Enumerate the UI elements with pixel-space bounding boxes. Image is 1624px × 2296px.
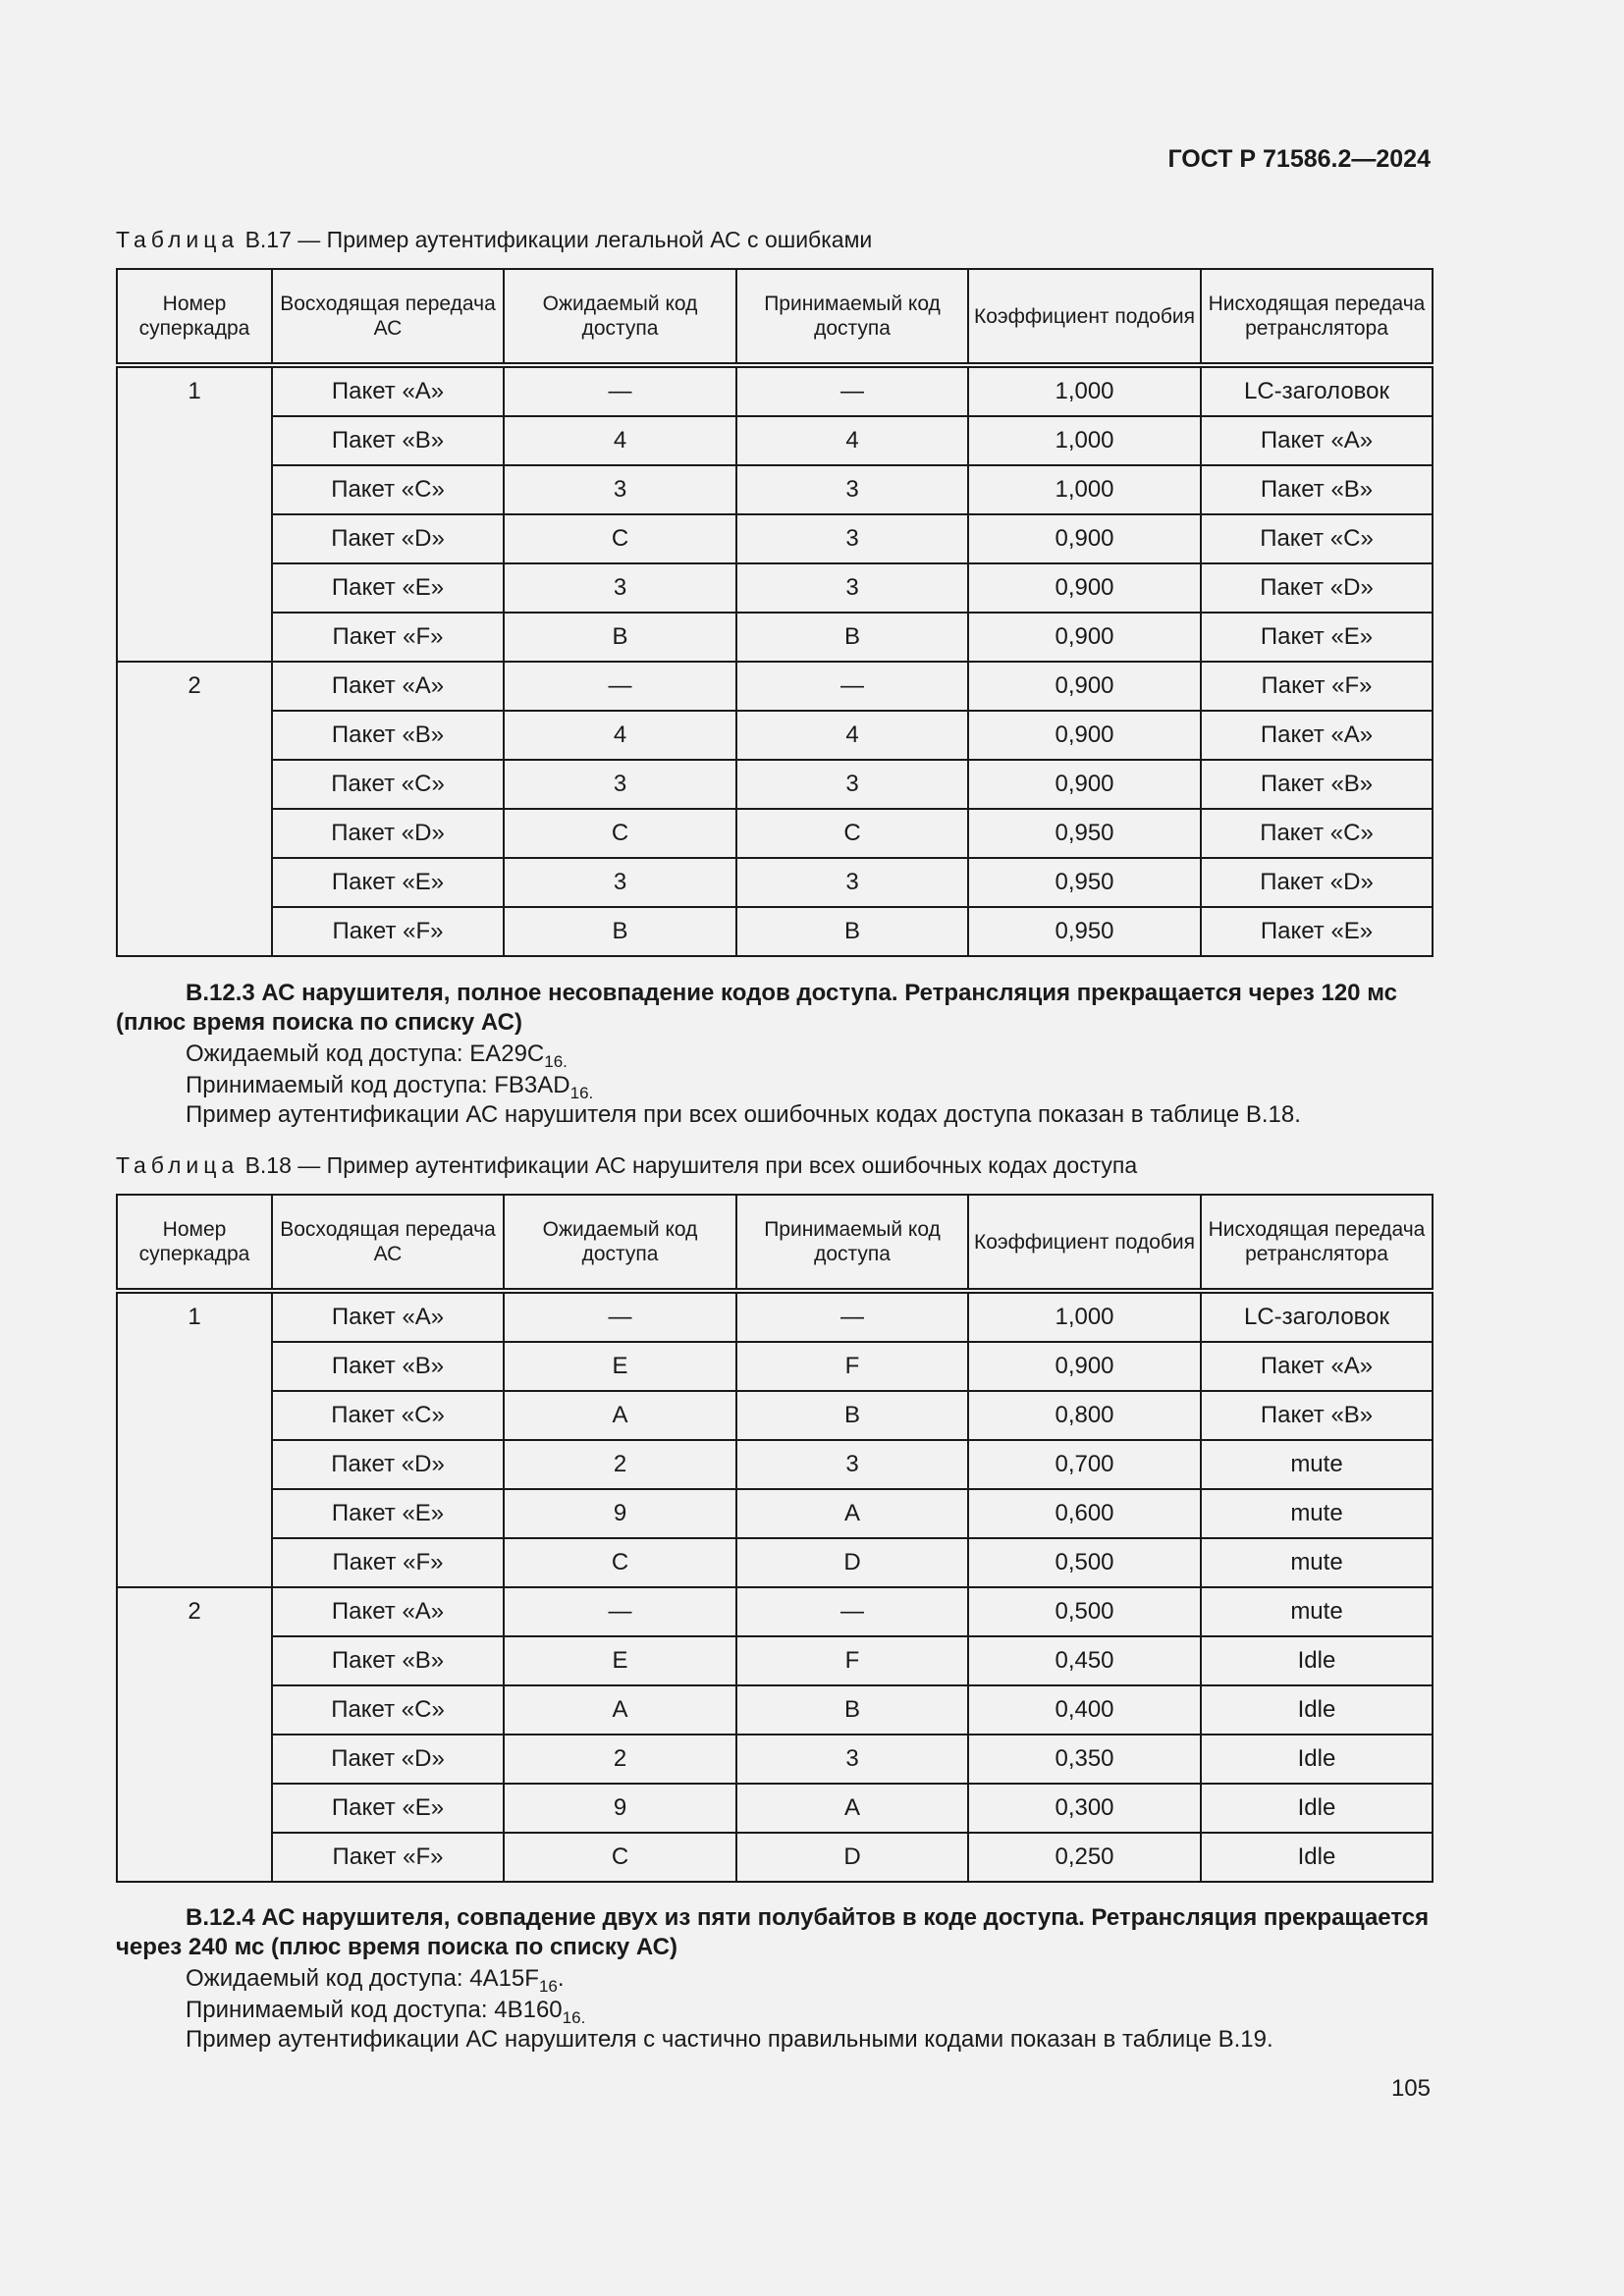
section-b123-expected-code: Ожидаемый код доступа: $EA29C_{16.}$ [186, 1041, 568, 1071]
expected-code-cell: C [504, 514, 736, 563]
expected-code-cell: C [504, 1833, 736, 1882]
table-18-caption-text: В.18 — Пример аутентификации АС нарушителя при всех ошибочных кодах доступа [244, 1152, 1138, 1178]
table-row [117, 858, 1433, 907]
similarity-coefficient-cell: 0,500 [968, 1538, 1201, 1587]
downlink-packet-cell: Пакет «Е» [1201, 613, 1433, 662]
downlink-packet-cell: mute [1201, 1538, 1433, 1587]
uplink-packet-cell: Пакет «F» [272, 613, 504, 662]
expected-code-cell: 4 [504, 416, 736, 465]
downlink-packet-cell: Пакет «Е» [1201, 907, 1433, 956]
section-b123-note: Пример аутентификации АС нарушителя при всех ошибочных кодах доступа показан в таблице В.18. [186, 1101, 1301, 1128]
section-b123-heading: В.12.3 АС нарушителя, полное несовпадение кодов доступа. Ретрансляция прекращается через 120 мс (плюс время поиска по списку АС) [116, 980, 1397, 1036]
col-header-superframe: Номер суперкадра [117, 269, 272, 365]
superframe-number: 2 [117, 662, 272, 956]
table-row [117, 514, 1433, 563]
table-17-header-row [117, 269, 1433, 365]
table-18-header-row [117, 1195, 1433, 1291]
uplink-packet-cell: Пакет «Е» [272, 563, 504, 613]
uplink-packet-cell: Пакет «А» [272, 1587, 504, 1636]
received-code-cell: A [736, 1784, 968, 1833]
uplink-packet-cell: Пакет «В» [272, 416, 504, 465]
expected-code-cell: — [504, 1291, 736, 1342]
expected-code-cell: 3 [504, 563, 736, 613]
received-code-cell: 3 [736, 858, 968, 907]
similarity-coefficient-cell: 0,900 [968, 662, 1201, 711]
similarity-coefficient-cell: 0,900 [968, 760, 1201, 809]
table-18 [116, 1194, 1434, 1883]
similarity-coefficient-cell: 0,300 [968, 1784, 1201, 1833]
uplink-packet-cell: Пакет «F» [272, 907, 504, 956]
table-row [117, 1833, 1433, 1882]
downlink-packet-cell: mute [1201, 1489, 1433, 1538]
section-b124-received-code: Принимаемый код доступа: $4B160_{16.}$ [186, 1997, 586, 2027]
downlink-packet-cell: LC-заголовок [1201, 365, 1433, 416]
downlink-packet-cell: Idle [1201, 1784, 1433, 1833]
expected-code-cell: C [504, 809, 736, 858]
similarity-coefficient-cell: 1,000 [968, 465, 1201, 514]
table-row [117, 760, 1433, 809]
uplink-packet-cell: Пакет «Е» [272, 858, 504, 907]
expected-code-cell: 3 [504, 858, 736, 907]
received-code-cell: — [736, 1291, 968, 1342]
table-row [117, 365, 1433, 416]
expected-code-cell: 9 [504, 1489, 736, 1538]
received-code-cell: — [736, 662, 968, 711]
table-17-caption-word: Таблица [116, 227, 240, 252]
table-17-caption-text: В.17 — Пример аутентификации легальной АС с ошибками [244, 227, 873, 252]
expected-code-cell: — [504, 1587, 736, 1636]
similarity-coefficient-cell: 0,800 [968, 1391, 1201, 1440]
expected-code-cell: 4 [504, 711, 736, 760]
uplink-packet-cell: Пакет «А» [272, 662, 504, 711]
downlink-packet-cell: LC-заголовок [1201, 1291, 1433, 1342]
similarity-coefficient-cell: 0,600 [968, 1489, 1201, 1538]
downlink-packet-cell: Пакет «А» [1201, 711, 1433, 760]
uplink-packet-cell: Пакет «Е» [272, 1784, 504, 1833]
section-b123-received-code: Принимаемый код доступа: $FB3AD_{16.}$ [186, 1072, 594, 1102]
similarity-coefficient-cell: 0,450 [968, 1636, 1201, 1685]
expected-code-cell: — [504, 365, 736, 416]
uplink-packet-cell: Пакет «F» [272, 1833, 504, 1882]
downlink-packet-cell: Пакет «F» [1201, 662, 1433, 711]
downlink-packet-cell: Idle [1201, 1735, 1433, 1784]
table-row [117, 1538, 1433, 1587]
received-code-cell: 3 [736, 1440, 968, 1489]
table-row [117, 662, 1433, 711]
similarity-coefficient-cell: 0,900 [968, 563, 1201, 613]
table-row [117, 563, 1433, 613]
downlink-packet-cell: Пакет «С» [1201, 514, 1433, 563]
similarity-coefficient-cell: 0,900 [968, 1342, 1201, 1391]
col-header-received-code: Принимаемый код доступа [736, 1195, 968, 1291]
expected-code-cell: 9 [504, 1784, 736, 1833]
received-code-cell: 3 [736, 563, 968, 613]
uplink-packet-cell: Пакет «А» [272, 1291, 504, 1342]
table-row [117, 907, 1433, 956]
uplink-packet-cell: Пакет «D» [272, 514, 504, 563]
table-row [117, 1489, 1433, 1538]
received-code-cell: — [736, 365, 968, 416]
downlink-packet-cell: Пакет «С» [1201, 809, 1433, 858]
received-code-cell: 3 [736, 760, 968, 809]
uplink-packet-cell: Пакет «В» [272, 711, 504, 760]
expected-code-cell: A [504, 1391, 736, 1440]
col-header-received-code: Принимаемый код доступа [736, 269, 968, 365]
col-header-uplink: Восходящая передача АС [272, 269, 504, 365]
downlink-packet-cell: Idle [1201, 1636, 1433, 1685]
expected-code-cell: 2 [504, 1440, 736, 1489]
uplink-packet-cell: Пакет «В» [272, 1342, 504, 1391]
similarity-coefficient-cell: 1,000 [968, 365, 1201, 416]
downlink-packet-cell: Пакет «В» [1201, 760, 1433, 809]
expected-code-cell: 3 [504, 760, 736, 809]
received-code-cell: F [736, 1636, 968, 1685]
downlink-packet-cell: Пакет «А» [1201, 1342, 1433, 1391]
table-row [117, 416, 1433, 465]
col-header-expected-code: Ожидаемый код доступа [504, 1195, 736, 1291]
received-code-cell: — [736, 1587, 968, 1636]
table-row [117, 1735, 1433, 1784]
received-code-cell: B [736, 907, 968, 956]
expected-code-cell: 2 [504, 1735, 736, 1784]
uplink-packet-cell: Пакет «С» [272, 1685, 504, 1735]
table-18-caption [116, 1152, 1137, 1179]
similarity-coefficient-cell: 1,000 [968, 1291, 1201, 1342]
downlink-packet-cell: Пакет «D» [1201, 563, 1433, 613]
uplink-packet-cell: Пакет «D» [272, 1440, 504, 1489]
section-b124-expected-code: Ожидаемый код доступа: $4A15F_{16}$. [186, 1965, 565, 1996]
table-row [117, 1440, 1433, 1489]
table-row [117, 465, 1433, 514]
table-row [117, 1291, 1433, 1342]
table-row [117, 1342, 1433, 1391]
similarity-coefficient-cell: 0,400 [968, 1685, 1201, 1735]
col-header-superframe: Номер суперкадра [117, 1195, 272, 1291]
table-row [117, 1685, 1433, 1735]
received-code-cell: 4 [736, 416, 968, 465]
expected-code-cell: 3 [504, 465, 736, 514]
expected-code-cell: C [504, 1538, 736, 1587]
received-code-cell: 3 [736, 1735, 968, 1784]
table-17 [116, 268, 1434, 957]
col-header-similarity: Коэффициент подобия [968, 269, 1201, 365]
table-row [117, 809, 1433, 858]
downlink-packet-cell: Пакет «А» [1201, 416, 1433, 465]
expected-code-cell: E [504, 1636, 736, 1685]
similarity-coefficient-cell: 0,900 [968, 514, 1201, 563]
table-row [117, 1784, 1433, 1833]
expected-code-cell: — [504, 662, 736, 711]
received-code-cell: A [736, 1489, 968, 1538]
uplink-packet-cell: Пакет «F» [272, 1538, 504, 1587]
table-row [117, 711, 1433, 760]
similarity-coefficient-cell: 0,900 [968, 613, 1201, 662]
uplink-packet-cell: Пакет «D» [272, 1735, 504, 1784]
superframe-number: 1 [117, 365, 272, 662]
downlink-packet-cell: Пакет «D» [1201, 858, 1433, 907]
expected-code-cell: A [504, 1685, 736, 1735]
table-17-caption [116, 227, 872, 253]
similarity-coefficient-cell: 0,950 [968, 809, 1201, 858]
received-code-cell: 4 [736, 711, 968, 760]
section-b124-heading: В.12.4 АС нарушителя, совпадение двух из пяти полубайтов в коде доступа. Ретрансляция прекращается через 240 мс (плюс время поиска по списку АС) [116, 1904, 1430, 1960]
similarity-coefficient-cell: 0,350 [968, 1735, 1201, 1784]
received-code-cell: 3 [736, 465, 968, 514]
received-code-cell: D [736, 1833, 968, 1882]
similarity-coefficient-cell: 0,500 [968, 1587, 1201, 1636]
section-b124-note: Пример аутентификации АС нарушителя с частично правильными кодами показан в таблице В.19. [186, 2026, 1273, 2053]
similarity-coefficient-cell: 0,900 [968, 711, 1201, 760]
table-18-caption-word: Таблица [116, 1152, 240, 1178]
received-code-cell: F [736, 1342, 968, 1391]
uplink-packet-cell: Пакет «С» [272, 465, 504, 514]
standard-designation: ГОСТ Р 71586.2—2024 [1167, 145, 1431, 173]
similarity-coefficient-cell: 0,700 [968, 1440, 1201, 1489]
expected-code-cell: B [504, 907, 736, 956]
received-code-cell: 3 [736, 514, 968, 563]
uplink-packet-cell: Пакет «С» [272, 760, 504, 809]
table-row [117, 1391, 1433, 1440]
table-row [117, 1636, 1433, 1685]
downlink-packet-cell: Пакет «В» [1201, 1391, 1433, 1440]
col-header-expected-code: Ожидаемый код доступа [504, 269, 736, 365]
received-code-cell: B [736, 1391, 968, 1440]
uplink-packet-cell: Пакет «С» [272, 1391, 504, 1440]
expected-code-cell: E [504, 1342, 736, 1391]
page-number: 105 [1390, 2075, 1431, 2102]
received-code-cell: C [736, 809, 968, 858]
received-code-cell: D [736, 1538, 968, 1587]
expected-code-cell: B [504, 613, 736, 662]
col-header-downlink: Нисходящая передача ретранслятора [1201, 269, 1433, 365]
downlink-packet-cell: mute [1201, 1440, 1433, 1489]
downlink-packet-cell: Пакет «В» [1201, 465, 1433, 514]
received-code-cell: B [736, 613, 968, 662]
superframe-number: 2 [117, 1587, 272, 1882]
downlink-packet-cell: Idle [1201, 1833, 1433, 1882]
downlink-packet-cell: mute [1201, 1587, 1433, 1636]
similarity-coefficient-cell: 0,250 [968, 1833, 1201, 1882]
similarity-coefficient-cell: 1,000 [968, 416, 1201, 465]
col-header-similarity: Коэффициент подобия [968, 1195, 1201, 1291]
similarity-coefficient-cell: 0,950 [968, 858, 1201, 907]
col-header-uplink: Восходящая передача АС [272, 1195, 504, 1291]
similarity-coefficient-cell: 0,950 [968, 907, 1201, 956]
table-row [117, 613, 1433, 662]
uplink-packet-cell: Пакет «D» [272, 809, 504, 858]
uplink-packet-cell: Пакет «Е» [272, 1489, 504, 1538]
table-row [117, 1587, 1433, 1636]
downlink-packet-cell: Idle [1201, 1685, 1433, 1735]
uplink-packet-cell: Пакет «А» [272, 365, 504, 416]
col-header-downlink: Нисходящая передача ретранслятора [1201, 1195, 1433, 1291]
superframe-number: 1 [117, 1291, 272, 1587]
uplink-packet-cell: Пакет «В» [272, 1636, 504, 1685]
received-code-cell: B [736, 1685, 968, 1735]
